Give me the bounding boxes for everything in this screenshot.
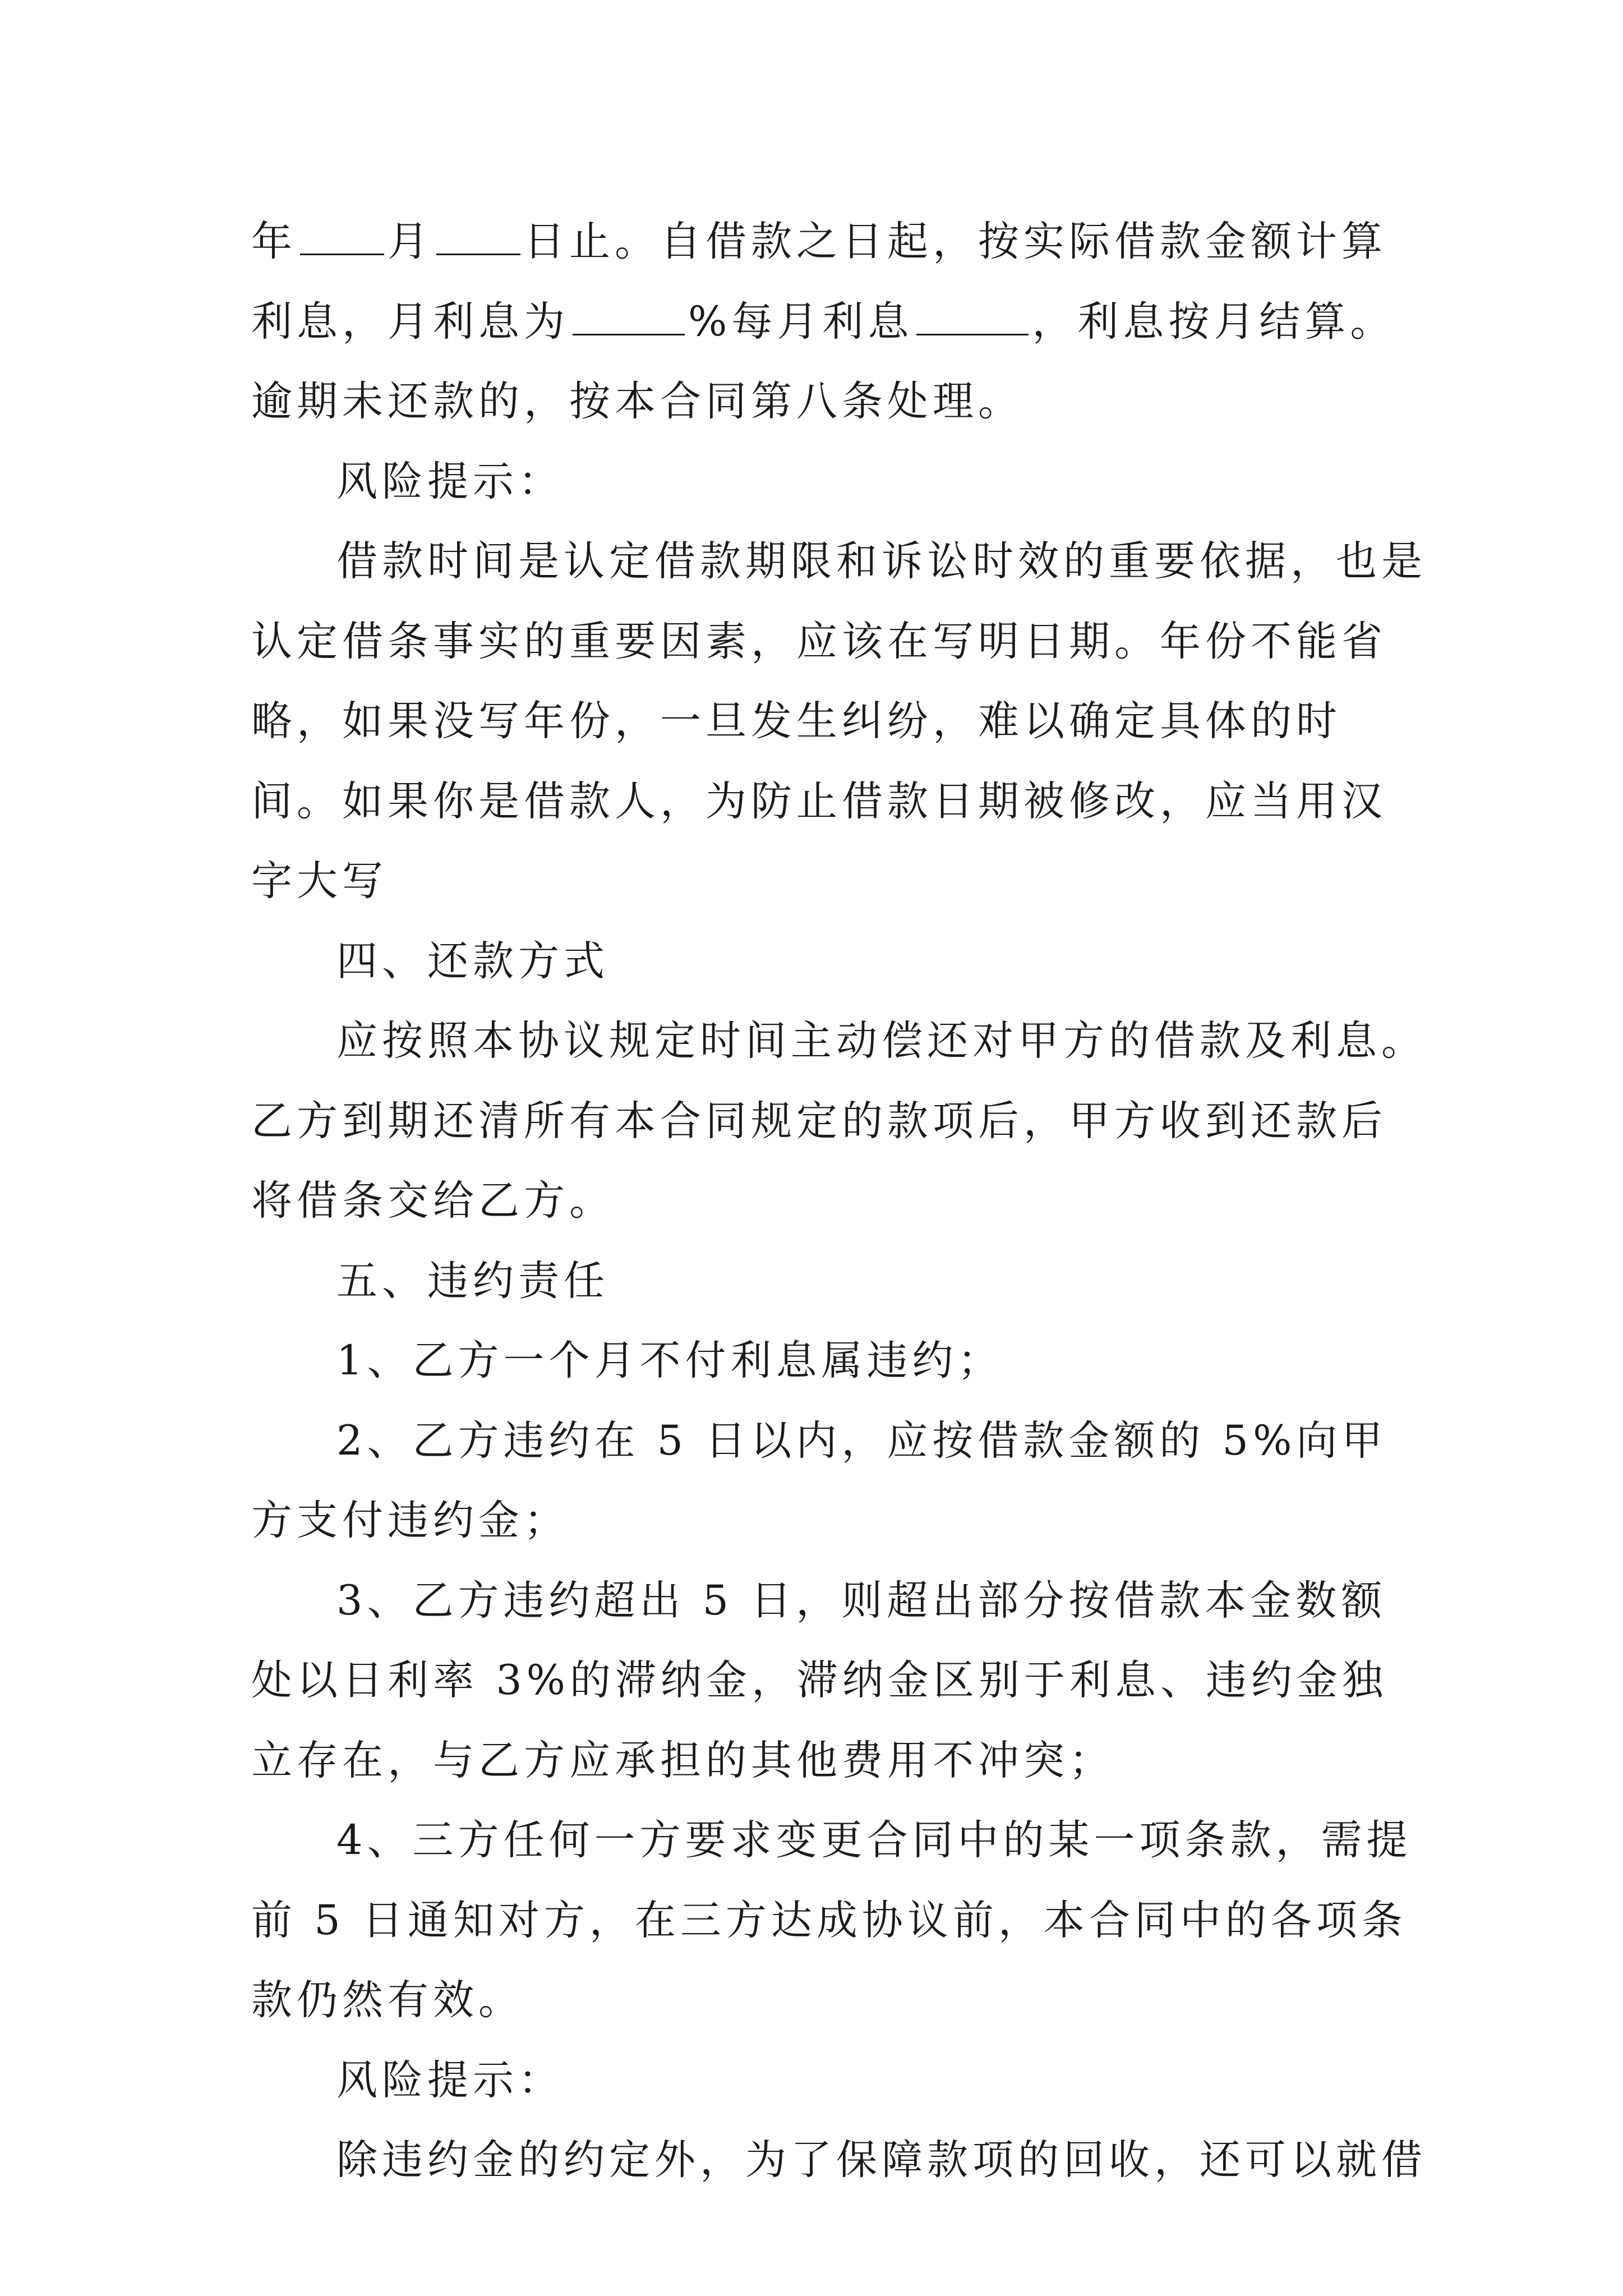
heading-repayment-method: 四、还款方式 xyxy=(336,937,609,985)
paragraph-repayment-terms: 应按照本协议规定时间主动偿还对甲方的借款及利息。乙方到期还清所有本合同规定的款项后，甲方收到还款后将借条交给乙方。 xyxy=(251,1017,1427,1225)
clause-breach-1: 1、乙方一个月不付利息属违约； xyxy=(336,1337,1003,1384)
paragraph-loan-date-notice: 借款时间是认定借款期限和诉讼时效的重要依据，也是认定借条事实的重要因素，应该在写明日期。年份不能省略，如果没写年份，一旦发生纠纷，难以确定具体的时间。如果你是借款人，为防止借款日期被修改，应当用汉字大写 xyxy=(251,537,1427,905)
text-overdue-terms: ，利息按月结算。逾期未还款的，按本合同第八条处理。 xyxy=(251,297,1396,425)
heading-risk-notice-2: 风险提示： xyxy=(336,2056,564,2104)
document-body xyxy=(251,202,1429,2201)
blank-month-field xyxy=(300,219,384,255)
clause-breach-3: 3、乙方违约超出 5 日，则超出部分按借款本金数额处以日利率 3%的滞纳金，滞纳金区别于利息、违约金独立存在，与乙方应承担的其他费用不冲突； xyxy=(251,1576,1388,1784)
text-monthly-interest: %每月利息 xyxy=(688,297,914,346)
text-interest-intro: 日止。自借款之日起，按实际借款金额计算利息，月利息为 xyxy=(251,218,1387,346)
clause-breach-2: 2、乙方违约在 5 日以内，应按借款金额的 5%向甲方支付违约金； xyxy=(251,1416,1387,1544)
paragraph-interest-terms xyxy=(251,202,1429,442)
heading-breach-liability: 五、违约责任 xyxy=(336,1257,609,1305)
clause-breach-4: 4、三方任何一方要求变更合同中的某一项条款，需提前 5 日通知对方，在三方达成协议前，本合同中的各项条款仍然有效。 xyxy=(251,1816,1412,2024)
blank-rate-field xyxy=(573,299,685,335)
blank-day-field xyxy=(436,219,520,255)
heading-risk-notice-1: 风险提示： xyxy=(336,457,564,505)
paragraph-penalty-notice: 除违约金的约定外，为了保障款项的回收，还可以就借 xyxy=(336,2136,1427,2184)
text-month: 月 xyxy=(388,218,433,265)
text-year: 年 xyxy=(251,218,297,265)
blank-interest-amount-field xyxy=(916,299,1029,335)
